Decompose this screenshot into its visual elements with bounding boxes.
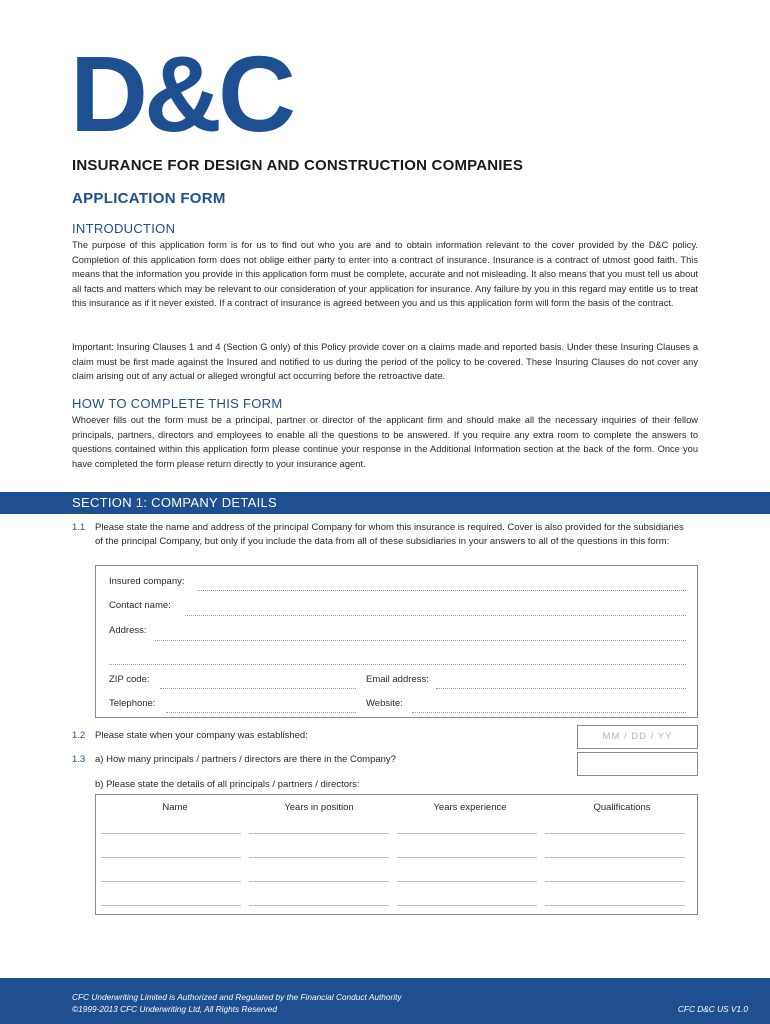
website-label: Website: [366, 698, 403, 709]
how-to-paragraph: Whoever fills out the form must be a principal, partner or director of the applicant firm and should make all the necessary inquiries of their fellow principals, partners, directors and employees to enable all the questions to be answered. If you require any extra room to complete the answers to questions contained within this application form please continue your response in the Additional Information section at the back of the form. Once you have completed the form please return directly to your insurance agent. [72, 415, 698, 469]
table-cell-input[interactable] [397, 857, 537, 858]
column-header-name: Name [162, 802, 188, 813]
introduction-paragraph: The purpose of this application form is for us to find out who you are and to obtain information relevant to the cover provided by the D&C policy. Completion of this application form does not oblige either party to enter into a contract of insurance. Insurance is a contract of utmost good faith. This means that the information you provide in this application form must be complete, accurate and not misleading. It also means that you must tell us about all facts and matters which may be relevant to our consideration of your application for insurance. Any failure by you in this regard may entitle us to treat this insurance as if it never existed. If a contract of insurance is agreed between you and us this application form will form the basis of the contract. [72, 240, 698, 308]
table-cell-input[interactable] [545, 857, 685, 858]
section-1-title: SECTION 1: COMPANY DETAILS [72, 495, 278, 510]
column-header-years-in-position: Years in position [284, 802, 354, 813]
table-cell-input[interactable] [101, 905, 241, 906]
insured-company-label: Insured company: [109, 576, 185, 587]
email-label: Email address: [366, 674, 429, 685]
table-cell-input[interactable] [101, 833, 241, 834]
column-header-qualifications: Qualifications [593, 802, 651, 813]
how-to-heading: HOW TO COMPLETE THIS FORM [72, 396, 283, 411]
dandc-logo: D&C [70, 33, 292, 154]
main-title: INSURANCE FOR DESIGN AND CONSTRUCTION COMPANIES [72, 157, 524, 174]
question-1-2-text: Please state when your company was established: [95, 730, 308, 741]
date-placeholder: MM / DD / YY [602, 731, 673, 742]
table-cell-input[interactable] [545, 833, 685, 834]
table-cell-input[interactable] [101, 881, 241, 882]
zip-code-field[interactable] [160, 688, 356, 689]
zip-code-label: ZIP code: [109, 674, 150, 685]
principals-count-input[interactable] [577, 752, 698, 776]
address-field-line-2[interactable] [109, 664, 686, 665]
address-label: Address: [109, 625, 147, 636]
contact-name-label: Contact name: [109, 600, 171, 611]
address-field-line-1[interactable] [155, 640, 686, 641]
column-header-years-experience: Years experience [433, 802, 507, 813]
telephone-field[interactable] [166, 712, 356, 713]
question-number-1-3: 1.3 [72, 754, 86, 765]
question-1-3b-text: b) Please state the details of all principals / partners / directors: [95, 779, 360, 790]
important-paragraph: Important: Insuring Clauses 1 and 4 (Section G only) of this Policy provide cover on a claims made and reported basis. Under these Insuring Clauses a claim must be first made against the Insured and notified to us during the period of the policy to be covered. These Insuring Clauses do not cover any claim arising out of any actual or alleged wrongful act occurring before the retroactive date. [72, 342, 698, 381]
form-title: APPLICATION FORM [72, 190, 226, 207]
question-number-1-2: 1.2 [72, 730, 86, 741]
insured-company-field[interactable] [197, 590, 686, 591]
page-footer [0, 978, 770, 1024]
introduction-heading: INTRODUCTION [72, 221, 176, 236]
table-cell-input[interactable] [545, 905, 685, 906]
question-number-1-1: 1.1 [72, 522, 86, 533]
table-cell-input[interactable] [249, 905, 389, 906]
table-cell-input[interactable] [101, 857, 241, 858]
website-field[interactable] [412, 712, 686, 713]
table-cell-input[interactable] [249, 881, 389, 882]
footer-copyright-text: ©1999-2013 CFC Underwriting Ltd, All Rights Reserved [72, 1004, 278, 1014]
telephone-label: Telephone: [109, 698, 156, 709]
contact-name-field[interactable] [185, 615, 686, 616]
footer-regulation-text: CFC Underwriting Limited is Authorized and Regulated by the Financial Conduct Authority [72, 992, 402, 1002]
table-cell-input[interactable] [249, 833, 389, 834]
table-cell-input[interactable] [545, 881, 685, 882]
table-cell-input[interactable] [397, 881, 537, 882]
established-date-input[interactable] [577, 725, 698, 749]
question-1-3a-text: a) How many principals / partners / directors are there in the Company? [95, 754, 396, 765]
email-field[interactable] [436, 688, 686, 689]
question-1-1-text: Please state the name and address of the principal Company for whom this insurance is required. Cover is also provided for the subsidiaries of the principal Company, but only if you include the data from all of these subsidiaries in your answers to all of the questions in this form: [95, 522, 684, 547]
table-cell-input[interactable] [397, 833, 537, 834]
company-details-box [95, 565, 698, 718]
section-1-header [0, 492, 770, 514]
table-cell-input[interactable] [397, 905, 537, 906]
table-cell-input[interactable] [249, 857, 389, 858]
footer-version: CFC D&C US V1.0 [677, 1004, 748, 1014]
